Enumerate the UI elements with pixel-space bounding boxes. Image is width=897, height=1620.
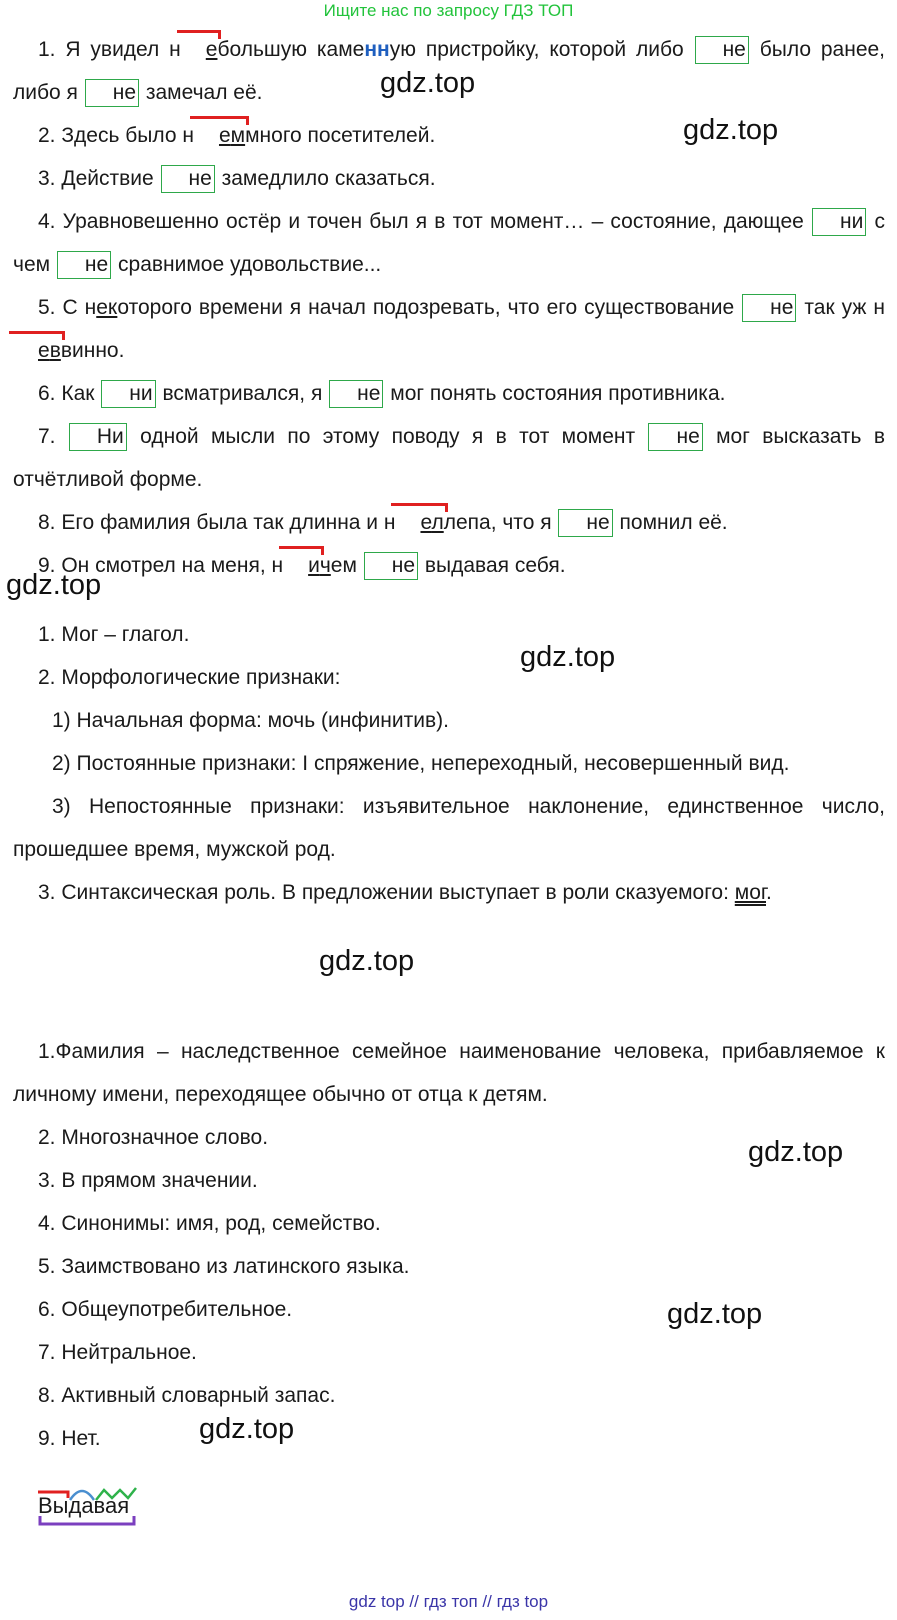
ne-particle-box: не — [57, 251, 111, 279]
morph-line: 3. Синтаксическая роль. В предложении выступает в роли сказуемого: мог. — [38, 881, 772, 904]
morph-line: 1) Начальная форма: мочь (инфинитив). — [52, 709, 449, 732]
double-n: нн — [364, 38, 390, 61]
ne-particle-box: не — [648, 423, 702, 451]
ne-particle-box: не — [742, 294, 796, 322]
morpheme-diagram — [38, 1484, 148, 1528]
lexical-line: 1.Фамилия – наследственное семейное наименование человека, прибавляемое к личному имени, переходящее обычно от отца к детям. — [13, 1040, 885, 1106]
watermark: gdz.top — [6, 569, 102, 601]
analyzed-word: Выдавая — [38, 1493, 130, 1518]
morph-line: 3) Непостоянные признаки: изъявительное наклонение, единственное число, прошедшее время, мужской род. — [13, 795, 885, 861]
footer-links[interactable]: gdz top // гдз топ // гдз top — [348, 1592, 549, 1611]
ne-particle-box: не — [558, 509, 612, 537]
sentence-7: 7. Ни одной мысли по этому поводу я в тот момент не мог высказать в отчётливой форме. — [13, 425, 886, 491]
morph-line: 2. Морфологические признаки: — [38, 666, 341, 689]
root-mark: ел — [395, 501, 443, 544]
lexical-line: 3. В прямом значении. — [38, 1169, 258, 1192]
ne-particle-box: не — [329, 380, 383, 408]
watermark: gdz.top — [199, 1413, 295, 1445]
root-mark: и — [283, 544, 320, 587]
lexical-line: 9. Нет. — [38, 1427, 101, 1450]
lexical-line: 4. Синонимы: имя, род, семейство. — [38, 1212, 381, 1235]
root-mark: ев — [13, 329, 61, 372]
ni-particle-box: ни — [101, 380, 155, 408]
morphology-analysis — [13, 613, 885, 914]
lexical-line: 7. Нейтральное. — [38, 1341, 197, 1364]
exercise-sentences — [13, 28, 885, 587]
lexical-line: 8. Активный словарный запас. — [38, 1384, 336, 1407]
watermark: gdz.top — [667, 1298, 763, 1330]
lexical-line: 5. Заимствовано из латинского языка. — [38, 1255, 410, 1278]
root-mark: е — [181, 28, 218, 71]
sentence-8: 8. Его фамилия была так длинна и н еллепа, что я не помнил её. — [13, 501, 885, 544]
lexical-line: 2. Многозначное слово. — [38, 1126, 269, 1149]
sentence-2: 2. Здесь было н еммного посетителей. — [13, 114, 885, 157]
lexical-line: 6. Общеупотребительное. — [38, 1298, 293, 1321]
sentence-9: 9. Он смотрел на меня, н ичем не выдавая себя. — [13, 544, 885, 587]
watermark: gdz.top — [380, 67, 476, 99]
sentence-3: 3. Действие не замедлило сказаться. — [13, 157, 885, 200]
ni-particle-box: Ни — [69, 423, 127, 451]
ne-particle-box: не — [364, 552, 418, 580]
lexical-analysis — [13, 1030, 885, 1460]
watermark: gdz.top — [748, 1136, 844, 1168]
ni-particle-box: ни — [812, 208, 866, 236]
watermark: gdz.top — [520, 641, 616, 673]
watermark: gdz.top — [683, 114, 779, 146]
morph-line: 2) Постоянные признаки: I спряжение, непереходный, несовершенный вид. — [52, 752, 790, 775]
morph-line: 1. Мог – глагол. — [38, 623, 190, 646]
sentence-4: 4. Уравновешенно остёр и точен был я в тот момент… – состояние, дающее ни с чем не сравнимое удовольствие... — [13, 200, 885, 286]
root-mark: ем — [194, 114, 245, 157]
sentence-5: 5. С некоторого времени я начал подозревать, что его существование не так уж неввинно. — [13, 286, 885, 372]
watermark: gdz.top — [319, 945, 415, 977]
sentence-6: 6. Как ни всматривался, я не мог понять состояния противника. — [13, 372, 885, 415]
ne-particle-box: не — [695, 36, 749, 64]
ne-particle-box: не — [85, 79, 139, 107]
predicate-word: мог — [734, 881, 766, 904]
search-hint-link[interactable]: Ищите нас по запросу ГДЗ ТОП — [323, 1, 574, 20]
ne-particle-box: не — [161, 165, 215, 193]
sentence-1: 1. Я увидел н ебольшую каменную пристройку, которой либо не было ранее, либо я не замечал её. — [13, 28, 885, 114]
